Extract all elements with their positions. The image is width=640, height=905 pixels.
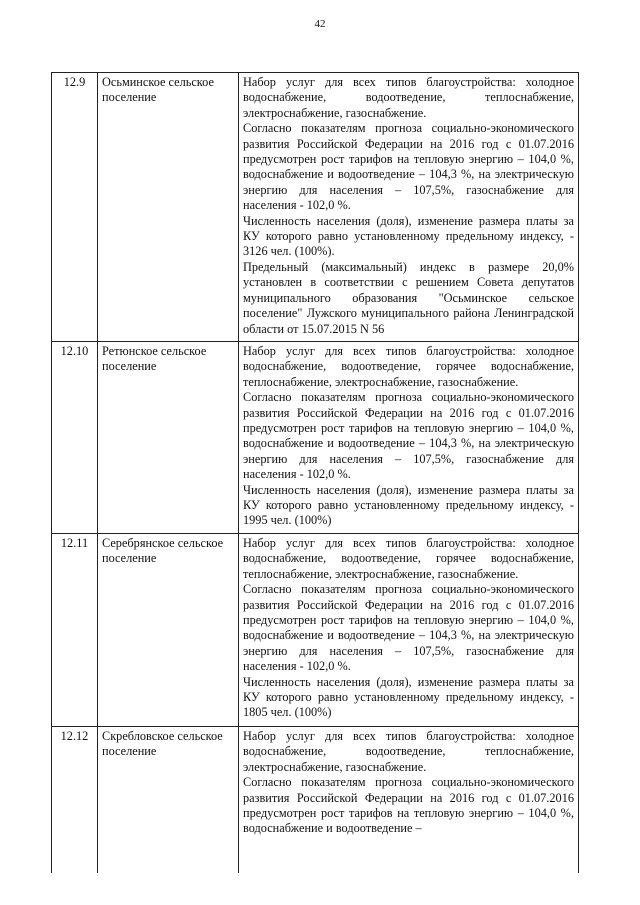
settlement-name: Серебрянское сельское поселение: [98, 533, 239, 726]
table-row: [52, 533, 579, 726]
row-description: [239, 341, 579, 533]
description-paragraph: Согласно показателям прогноза социально-экономического развития Российской Федерации на 2016 год с 01.07.2016 предусмотрен рост тарифов на тепловую энергию – 104,0 %, водоснабжение и водоотведение – 104,3 %, на электрическую энергию для населения – 107,5%, газоснабжение для населения - 102,0 %.: [243, 121, 574, 213]
page-number: 42: [314, 18, 326, 30]
description-paragraph: Согласно показателям прогноза социально-экономического развития Российской Федерации на 2016 год с 01.07.2016 предусмотрен рост тарифов на тепловую энергию – 104,0 %, водоснабжение и водоотведение – 104,3 %, на электрическую энергию для населения – 107,5%, газоснабжение для населения - 102,0 %.: [243, 390, 574, 482]
table-row: [52, 726, 579, 873]
table-row: [52, 341, 579, 533]
description-paragraph: Предельный (максимальный) индекс в размере 20,0% установлен в соответствии с решением Совета депутатов муниципального образования "Осьминское сельское поселение" Лужского муниципального района Ленинградской области от 15.07.2015 N 56: [243, 259, 574, 336]
row-description: [239, 73, 579, 342]
tariff-table: [51, 72, 579, 873]
description-paragraph: Численность населения (доля), изменение размера платы за КУ которого равно установленному предельному индексу, - 3126 чел. (100%).: [243, 213, 574, 259]
row-number: 12.10: [52, 341, 98, 533]
description-paragraph: Набор услуг для всех типов благоустройства: холодное водоснабжение, водоотведение, горячее водоснабжение, теплоснабжение, электроснабжение, газоснабжение.: [243, 535, 574, 581]
row-description: [239, 533, 579, 726]
row-number: 12.11: [52, 533, 98, 726]
table-row: [52, 73, 579, 342]
row-number: 12.9: [52, 73, 98, 342]
row-number: 12.12: [52, 726, 98, 873]
description-paragraph: Набор услуг для всех типов благоустройства: холодное водоснабжение, водоотведение, теплоснабжение, электроснабжение, газоснабжение.: [243, 75, 574, 120]
description-paragraph: Набор услуг для всех типов благоустройства: холодное водоснабжение, водоотведение, теплоснабжение, электроснабжение, газоснабжение.: [243, 728, 574, 774]
row-description: [239, 726, 579, 873]
description-paragraph: Согласно показателям прогноза социально-экономического развития Российской Федерации на 2016 год с 01.07.2016 предусмотрен рост тарифов на тепловую энергию – 104,0 %, водоснабжение и водоотведение –: [243, 775, 574, 836]
settlement-name: Скребловское сельское поселение: [98, 726, 239, 873]
description-paragraph: Численность населения (доля), изменение размера платы за КУ которого равно установленному предельному индексу, - 1995 чел. (100%): [243, 482, 574, 528]
description-paragraph: Согласно показателям прогноза социально-экономического развития Российской Федерации на 2016 год с 01.07.2016 предусмотрен рост тарифов на тепловую энергию – 104,0 %, водоснабжение и водоотведение – 104,3 %, на электрическую энергию для населения – 107,5%, газоснабжение для населения - 102,0 %.: [243, 582, 574, 674]
settlement-name: Ретюнское сельское поселение: [98, 341, 239, 533]
settlement-name: Осьминское сельское поселение: [98, 73, 239, 342]
description-paragraph: Набор услуг для всех типов благоустройства: холодное водоснабжение, водоотведение, горячее водоснабжение, теплоснабжение, электроснабжение, газоснабжение.: [243, 343, 574, 389]
description-paragraph: Численность населения (доля), изменение размера платы за КУ которого равно установленному предельному индексу, - 1805 чел. (100%): [243, 674, 574, 720]
